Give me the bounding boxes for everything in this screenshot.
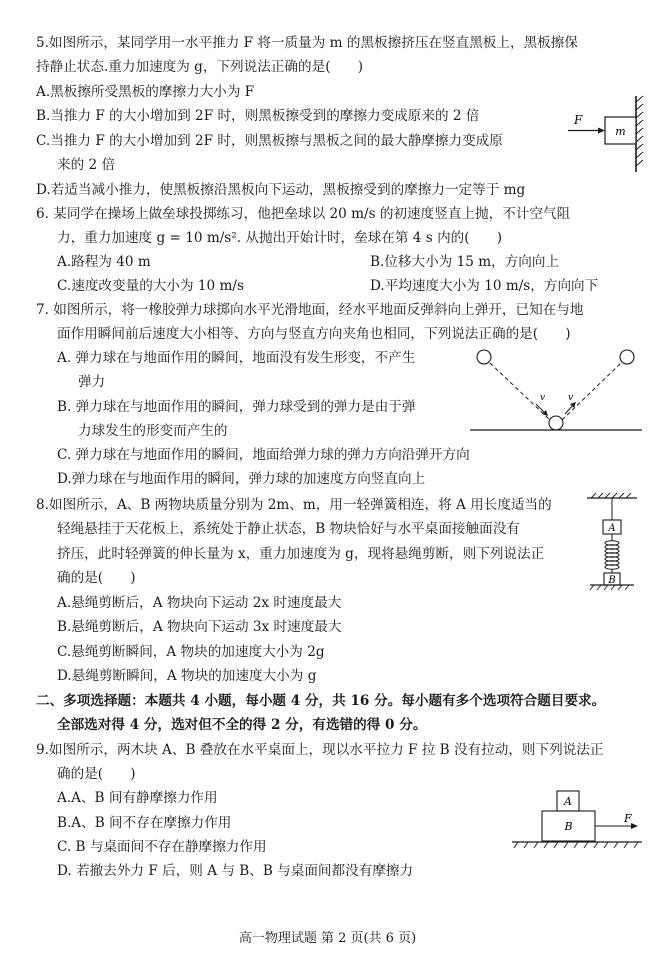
q9-stem-line-1: 9.如图所示，两木块 A、B 叠放在水平桌面上，现以水平拉力 F 拉 B 没有拉动，则下列说法正 xyxy=(36,742,604,758)
q9-option-d: D. 若撤去外力 F 后，则 A 与 B、B 与桌面间都没有摩擦力 xyxy=(57,863,414,879)
q9-force-label: F xyxy=(624,812,632,825)
section2-heading-line-2: 全部选对得 4 分，选对但不全的得 2 分，有选错的得 0 分。 xyxy=(57,717,427,733)
q7-stem-line-1: 7. 如图所示，将一橡胶弹力球掷向水平光滑地面，经水平地面反弹斜向上弹开，已知在与地 xyxy=(36,302,584,318)
page-footer: 高一物理试题 第 2 页(共 6 页) xyxy=(238,931,417,946)
q7-figure-bouncing-ball xyxy=(470,346,644,436)
q8-block-b-label: B xyxy=(608,575,616,586)
q8-stem-line-3: 挤压，此时轻弹簧的伸长量为 x，重力加速度为 g，现将悬绳剪断，则下列说法正 xyxy=(57,546,545,562)
q9-option-b: B.A、B 间不存在摩擦力作用 xyxy=(57,815,232,831)
q5-option-d: D.若适当减小推力，使黑板擦沿黑板向下运动，黑板擦受到的摩擦力一定等于 mg xyxy=(36,182,526,198)
q6-option-d: D.平均速度大小为 10 m/s，方向向下 xyxy=(370,278,599,294)
q8-option-c: C.悬绳剪断瞬间，A 物块的加速度大小为 2g xyxy=(57,644,325,660)
q9-figure-stacked-blocks xyxy=(512,786,644,850)
q8-option-a: A.悬绳剪断后，A 物块向下运动 2x 时速度最大 xyxy=(57,595,342,611)
q5-option-c-cont: 来的 2 倍 xyxy=(57,157,116,173)
q8-stem-line-2: 轻绳悬挂于天花板上，系统处于静止状态，B 物块恰好与水平桌面接触面没有 xyxy=(57,521,520,537)
q5-option-a: A.黑板擦所受黑板的摩擦力大小为 F xyxy=(36,84,255,100)
q7-option-b-cont: 力球发生的形变而产生的 xyxy=(78,423,228,439)
q7-option-a-cont: 弹力 xyxy=(78,374,106,390)
q6-stem-line-1: 6. 某同学在操场上做垒球投掷练习，他把垒球以 20 m/s 的初速度竖直上抛，不计空气阻 xyxy=(36,206,571,222)
q5-force-label: F xyxy=(574,113,583,127)
q8-option-d: D.悬绳剪断瞬间，A 物块的加速度大小为 g xyxy=(57,668,317,684)
q8-block-a-label: A xyxy=(608,523,616,534)
q5-option-c: C.当推力 F 的大小增加到 2F 时，则黑板擦与黑板之间的最大静摩擦力变成原 xyxy=(36,133,503,149)
q8-stem-line-4: 确的是( ) xyxy=(57,570,136,586)
q7-stem-line-2: 面作用瞬间前后速度大小相等、方向与竖直方向夹角也相同，下列说法正确的是( ) xyxy=(57,326,571,342)
q6-option-a: A.路程为 40 m xyxy=(57,254,151,270)
q5-option-b: B.当推力 F 的大小增加到 2F 时，则黑板擦受到的摩擦力变成原来的 2 倍 xyxy=(36,108,480,124)
q9-block-b-label: B xyxy=(564,820,573,833)
q5-figure-eraser-on-board xyxy=(560,96,644,174)
q6-stem-line-2: 力，重力加速度 g = 10 m/s². 从抛出开始计时，垒球在第 4 s 内的( ) xyxy=(57,230,503,246)
q6-option-b: B.位移大小为 15 m，方向向上 xyxy=(370,254,560,270)
q8-option-b: B.悬绳剪断后，A 物块向下运动 3x 时速度最大 xyxy=(57,619,342,635)
q9-block-a-label: A xyxy=(564,795,572,808)
q8-figure-spring-system xyxy=(582,495,642,590)
q5-stem-line-2: 持静止状态.重力加速度为 g，下列说法正确的是( ) xyxy=(36,59,364,75)
q7-v-out-label: v xyxy=(568,393,574,403)
q6-option-c: C.速度改变量的大小为 10 m/s xyxy=(57,278,244,294)
q9-option-c: C. B 与桌面间不存在静摩擦力作用 xyxy=(57,839,267,855)
q9-stem-line-2: 确的是( ) xyxy=(57,766,136,782)
q7-option-d: D.弹力球在与地面作用的瞬间，弹力球的加速度方向竖直向上 xyxy=(57,471,426,487)
q7-v-in-label: v xyxy=(540,393,546,403)
q9-option-a: A.A、B 间有静摩擦力作用 xyxy=(57,790,218,806)
q5-mass-label: m xyxy=(615,125,626,138)
q7-option-c: C. 弹力球在与地面作用的瞬间，地面给弹力球的弹力方向沿弹开方向 xyxy=(57,447,470,463)
q5-stem-line-1: 5.如图所示，某同学用一水平推力 F 将一质量为 m 的黑板擦挤压在竖直黑板上，黑板擦保 xyxy=(36,35,578,51)
q7-option-a: A. 弹力球在与地面作用的瞬间，地面没有发生形变，不产生 xyxy=(57,350,416,366)
q7-option-b: B. 弹力球在与地面作用的瞬间，弹力球受到的弹力是由于弹 xyxy=(57,399,416,415)
section2-heading-line-1: 二、多项选择题：本题共 4 小题，每小题 4 分，共 16 分。每小题有多个选项符合题目要求。 xyxy=(36,693,606,709)
q8-stem-line-1: 8.如图所示，A、B 两物块质量分别为 2m、m，用一轻弹簧相连，将 A 用长度适当的 xyxy=(36,497,552,513)
